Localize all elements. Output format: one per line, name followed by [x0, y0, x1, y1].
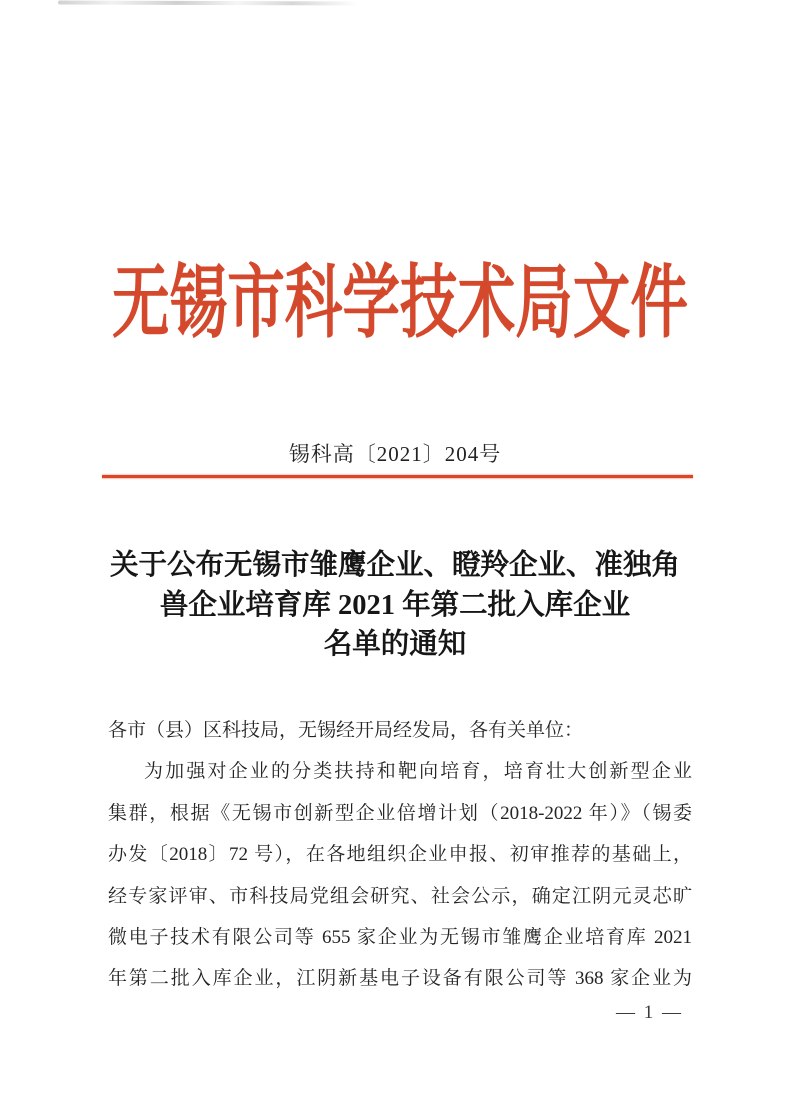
notice-title-line-2: 兽企业培育库 2021 年第二批入库企业 — [159, 589, 631, 621]
document-number: 锡科高〔2021〕204号 — [288, 442, 502, 466]
notice-title-line-3: 名单的通知 — [323, 629, 467, 660]
body-line: 年第二批入库企业，江阴新基电子设备有限公司等 368 家企业为 — [108, 968, 692, 990]
scan-artifact — [58, 0, 358, 5]
notice-title — [0, 546, 790, 665]
body-line: 经专家评审、市科技局党组会研究、社会公示，确定江阴元灵芯旷 — [108, 885, 692, 907]
masthead-title: 无锡市科学技术局文件 — [112, 260, 688, 348]
notice-title-line-1: 关于公布无锡市雏鹰企业、瞪羚企业、准独角 — [109, 550, 680, 581]
body-line: 集群，根据《无锡市创新型企业倍增计划（2018-2022 年）》（锡委 — [108, 802, 692, 824]
body-line: 微电子技术有限公司等 655 家企业为无锡市雏鹰企业培育库 2021 — [108, 927, 692, 949]
body-line: 办发〔2018〕72 号），在各地组织企业申报、初审推荐的基础上， — [108, 844, 692, 866]
page-number: — 1 — — [616, 1002, 683, 1023]
body-text — [108, 710, 692, 1000]
red-divider-line — [102, 475, 693, 478]
body-line: 为加强对企业的分类扶持和靶向培育，培育壮大创新型企业 — [144, 761, 692, 783]
salutation-line: 各市（县）区科技局，无锡经开局经发局，各有关单位： — [108, 720, 584, 741]
masthead — [0, 258, 790, 350]
